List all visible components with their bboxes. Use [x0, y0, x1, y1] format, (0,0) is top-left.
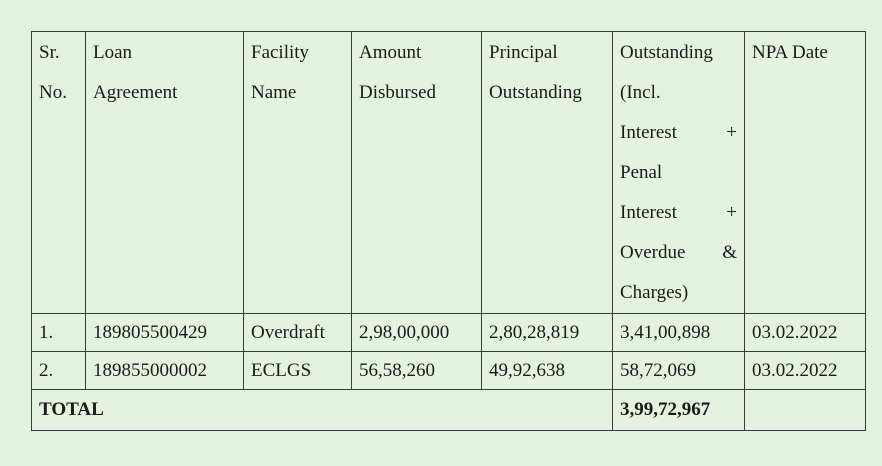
cell-outstanding: 3,41,00,898: [613, 314, 745, 352]
header-npa-date: NPA Date: [745, 32, 866, 314]
header-row: [32, 32, 866, 314]
cell-npa-date: 03.02.2022: [745, 352, 866, 390]
cell-loan-agreement: 189855000002: [86, 352, 244, 390]
header-amount-disbursed: Amount Disbursed: [352, 32, 482, 314]
table-row: [32, 352, 866, 390]
header-facility-name: Facility Name: [244, 32, 352, 314]
cell-facility-name: Overdraft: [244, 314, 352, 352]
cell-amount-disbursed: 2,98,00,000: [352, 314, 482, 352]
cell-sr-no: 2.: [32, 352, 86, 390]
header-loan-agreement: Loan Agreement: [86, 32, 244, 314]
loan-npa-table: [31, 31, 866, 431]
cell-principal-outstanding: 2,80,28,819: [482, 314, 613, 352]
cell-principal-outstanding: 49,92,638: [482, 352, 613, 390]
cell-outstanding: 58,72,069: [613, 352, 745, 390]
cell-facility-name: ECLGS: [244, 352, 352, 390]
cell-amount-disbursed: 56,58,260: [352, 352, 482, 390]
cell-loan-agreement: 189805500429: [86, 314, 244, 352]
header-outstanding-incl: Outstanding (Incl. Interest + Penal Interest + Overdue & Charges): [613, 32, 745, 314]
header-sr-no: Sr. No.: [32, 32, 86, 314]
total-row: [32, 390, 866, 431]
cell-sr-no: 1.: [32, 314, 86, 352]
total-npa-empty: [745, 390, 866, 431]
total-label: TOTAL: [32, 390, 613, 431]
total-outstanding: 3,99,72,967: [613, 390, 745, 431]
header-principal-outstanding: Principal Outstanding: [482, 32, 613, 314]
cell-npa-date: 03.02.2022: [745, 314, 866, 352]
table-row: [32, 314, 866, 352]
